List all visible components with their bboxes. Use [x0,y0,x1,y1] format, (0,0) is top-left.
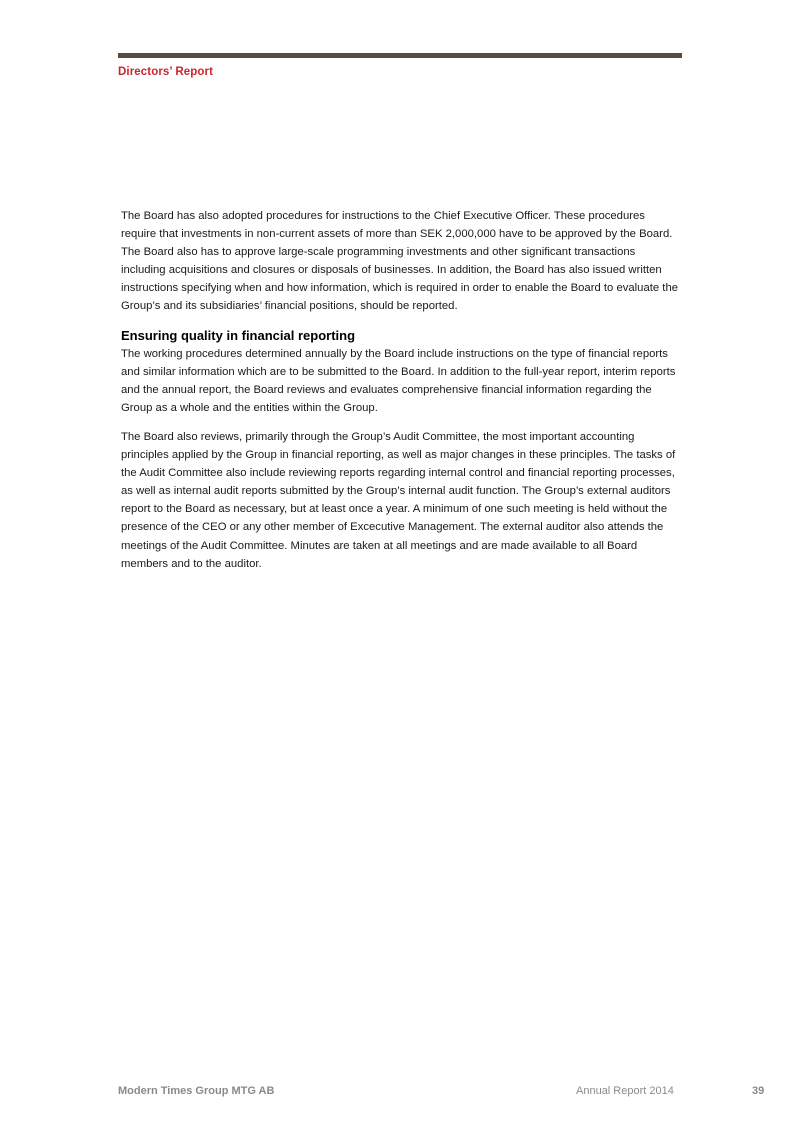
header-rule [118,53,682,58]
footer-company-name: Modern Times Group MTG AB [118,1085,275,1097]
section-heading: Ensuring quality in financial reporting [121,327,356,343]
paragraph: The Board has also adopted procedures for instructions to the Chief Executive Officer. These procedures require that investments in non-current assets of more than SEK 2,000,000 have to be approved by the Board. The Board also has to approve large-scale programming investments and other significant transactions including acquisitions and closures or disposals of businesses. In addition, the Board has also issued written instructions specifying when and how information, which is required in order to enable the Board to evaluate the Group’s and its subsidiaries’ financial positions, should be reported. [121,210,679,313]
page-number: 39 [752,1085,765,1097]
paragraph: The working procedures determined annually by the Board include instructions on the type of financial reports and similar information which are to be submitted to the Board. In addition to the full-year report, interim reports and the annual report, the Board reviews and evaluates comprehensive financial information regarding the Group as a whole and the entities within the Group. [121,347,676,414]
section-label: Directors’ Report [118,66,214,78]
paragraph: The Board also reviews, primarily through the Group’s Audit Committee, the most important accounting principles applied by the Group in financial reporting, as well as major changes in these principles. The tasks of the Audit Committee also include reviewing reports regarding internal control and financial reporting processes, as well as internal audit reports submitted by the Group’s internal audit function. The Group’s external auditors report to the Board as necessary, but at least once a year. A minimum of one such meeting is held without the presence of the CEO or any other member of Excecutive Management. The external auditor also attends the meetings of the Audit Committee. Minutes are taken at all meetings and are made available to all Board members and to the auditor. [121,430,676,570]
footer-report-title: Annual Report 2014 [576,1085,674,1097]
main-content [121,207,681,584]
